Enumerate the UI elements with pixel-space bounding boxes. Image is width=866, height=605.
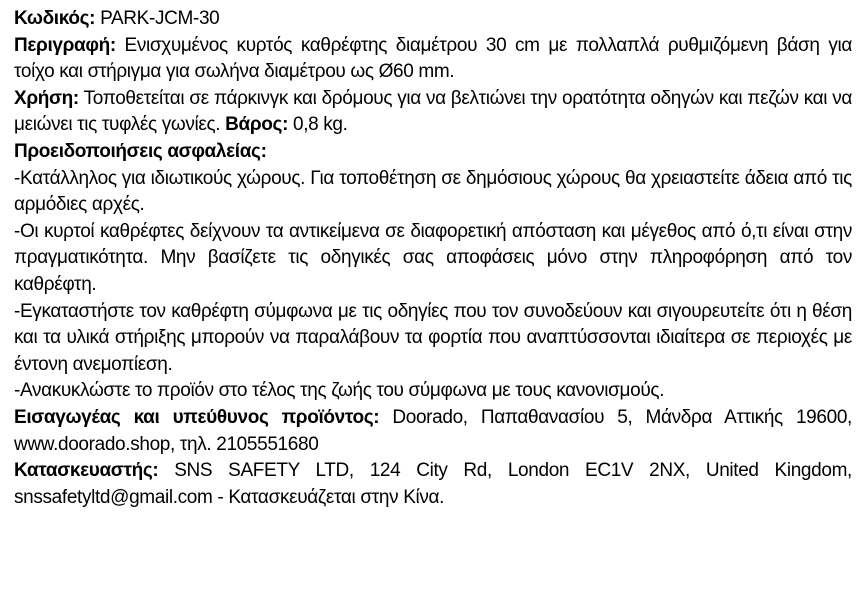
usage-value: Τοποθετείται σε πάρκινγκ και δρόμους για να βελτιώνει την ορατότητα οδηγών και πεζών και να μειώνει τις τυφλές γωνίες. [14,87,852,136]
product-description [14,33,852,86]
weight-label: Βάρος: [225,114,289,136]
code-value: PARK-JCM-30 [100,8,220,29]
manufacturer-info [14,458,852,511]
safety-item: -Ανακυκλώστε το προϊόν στο τέλος της ζωής του σύμφωνα με τους κανονισμούς. [14,380,665,402]
weight-value: 0,8 kg. [292,114,348,136]
code-label: Κωδικός: [14,8,96,29]
importer-label: Εισαγωγέας και υπεύθυνος προϊόντος: [14,406,380,428]
safety-heading [14,139,852,166]
importer-value: Doorado, Παπαθανασίου 5, Μάνδρα Αττικής 19600, www.doorado.shop, τηλ. 2105551680 [14,406,852,455]
safety-heading-text: Προειδοποιήσεις ασφαλείας: [14,140,267,162]
manufacturer-value: SNS SAFETY LTD, 124 City Rd, London EC1V 2NX, United Kingdom, snssafetyltd@gmail.com - Κατασκευάζεται στην Κίνα. [14,460,852,508]
safety-item: -Εγκαταστήστε τον καθρέφτη σύμφωνα με τις οδηγίες που τον συνοδεύουν και σιγουρευτείτε ότι η θέση και τα υλικά στήριξης μπορούν να παραλάβουν τα φορτία που αναπτύσσονται ιδιαίτερα σε περιοχές με έντονη ανεμοπίεση. [14,300,852,375]
importer-info [14,405,852,458]
product-code [14,6,852,33]
manufacturer-label: Κατασκευαστής: [14,460,159,482]
usage-label: Χρήση: [14,87,79,109]
safety-item: -Οι κυρτοί καθρέφτες δείχνουν τα αντικείμενα σε διαφορετική απόσταση και μέγεθος από ό,τι είναι στην πραγματικότητα. Μην βασίζετε τις οδηγικές σας αποφάσεις μόνο στην πληροφόρηση από τον καθρέφτη. [14,220,852,295]
description-label: Περιγραφή: [14,34,116,56]
safety-item: -Κατάλληλος για ιδιωτικούς χώρους. Για τοποθέτηση σε δημόσιους χώρους θα χρειαστείτε άδεια από τις αρμόδιες αρχές. [14,167,852,216]
product-usage [14,86,852,139]
description-value: Ενισχυμένος κυρτός καθρέφτης διαμέτρου 30 cm με πολλαπλά ρυθμιζόμενη βάση για τοίχο και στήριγμα για σωλήνα διαμέτρου ως Ø60 mm. [14,34,852,83]
